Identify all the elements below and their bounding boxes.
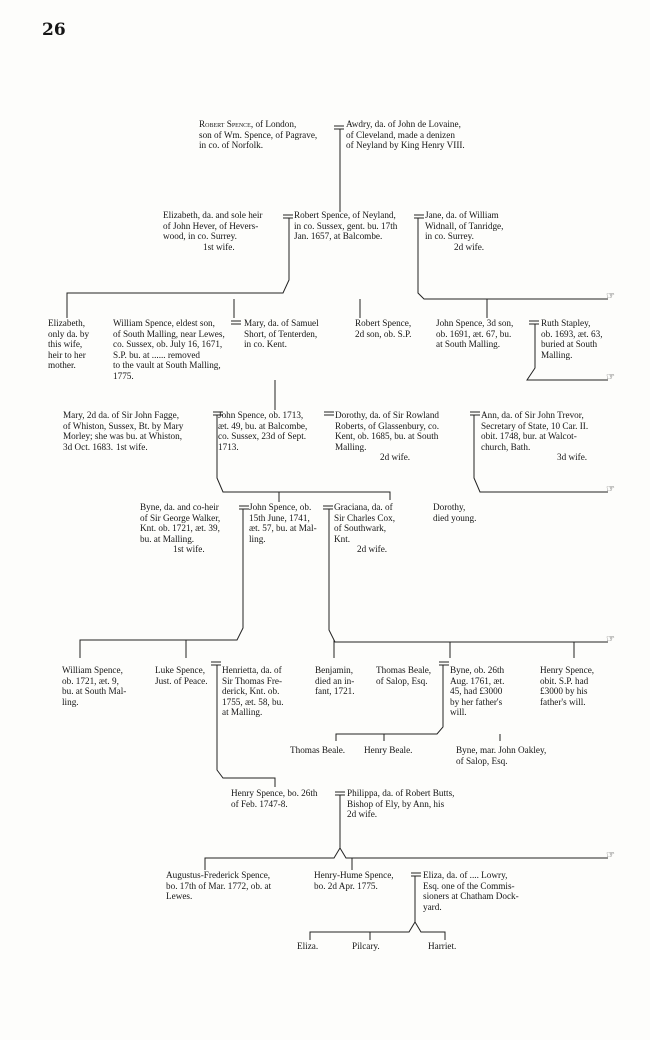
entry-ann-trevor: Ann, da. of Sir John Trevor, Secretary of State, 10 Car. II. obit. 1748, bur. at Walcot- church, Bath.: [481, 410, 589, 452]
entry-mary-fagge: Mary, 2d da. of Sir John Fagge, of Whiston, Sussex, Bt. by Mary Morley; she was bu. at Whiston, 3d Oct. 1683.: [63, 410, 184, 452]
entry-thomas-beale-son: Thomas Beale.: [290, 745, 346, 755]
entry-robert-spence-2d-son: Robert Spence, 2d son, ob. S.P.: [355, 318, 412, 339]
entry-john-spence-3d-son: John Spence, 3d son, ob. 1691, æt. 67, bu. at South Malling.: [436, 318, 514, 350]
entry-byne-oakley: Byne, mar. John Oakley, of Salop, Esq.: [456, 745, 547, 766]
entry-augustus-frederick-spence: Augustus-Frederick Spence, bo. 17th of Mar. 1772, ob. at Lewes.: [166, 870, 272, 902]
entry-harriet: Harriet.: [428, 941, 457, 951]
note-2d-wife: 2d wife.: [380, 452, 411, 462]
entry-william-spence-1721: William Spence, ob. 1721, æt. 9, bu. at South Mal- ling.: [62, 665, 127, 707]
entry-robert-spence-name-rest: , of London,: [250, 119, 297, 129]
note-1st-wife: 1st wife.: [173, 544, 205, 554]
entry-byne-1761: Byne, ob. 26th Aug. 1761, æt. 45, had £3000 by her father's will.: [450, 665, 505, 718]
entry-henrietta-frederick: Henrietta, da. of Sir Thomas Fre- derick, Knt. ob. 1755, æt. 58, bu. at Malling.: [222, 665, 284, 718]
continuation-mark-icon: ☞: [606, 372, 615, 383]
entry-byne-walker: Byne, da. and co-heir of Sir George Walker, Knt. ob. 1721, æt. 39, bu. at Malling.: [140, 502, 221, 544]
note-2d-wife: 2d wife.: [454, 242, 485, 252]
entry-jane-widnall: Jane, da. of William Widnall, of Tanridge, in co. Surrey.: [425, 210, 504, 242]
entry-john-spence-1713: John Spence, ob. 1713, æt. 49, bu. at Balcombe, co. Sussex, 23d of Sept. 1713.: [218, 410, 308, 452]
entry-william-spence-eldest: William Spence, eldest son, of South Malling, near Lewes, co. Sussex, ob. July 16, 1671, S.P. bu. at ...... removed to the vault at South Malling, 1775.: [113, 318, 225, 381]
entry-henry-hume-spence: Henry-Hume Spence, bo. 2d Apr. 1775.: [314, 870, 394, 891]
entry-luke-spence: Luke Spence, Just. of Peace.: [155, 665, 208, 686]
entry-robert-spence-name: Robert Spence: [199, 119, 251, 129]
page-number: 26: [42, 20, 66, 40]
entry-robert-spence-line2: son of Wm. Spence, of Pagrave,: [199, 129, 318, 140]
entry-robert-spence-line3: in co. of Norfolk.: [199, 140, 264, 151]
continuation-mark-icon: ☞: [606, 850, 615, 861]
entry-mary-short: Mary, da. of Samuel Short, of Tenterden, in co. Kent.: [244, 318, 319, 350]
entry-elizabeth-daughter: Elizabeth, only da. by this wife, heir to her mother.: [48, 318, 90, 371]
entry-henry-spence-obit: Henry Spence, obit. S.P. had £3000 by his father's will.: [540, 665, 595, 707]
entry-henry-spence-1747: Henry Spence, bo. 26th of Feb. 1747-8.: [231, 788, 318, 809]
continuation-mark-icon: ☞: [606, 634, 615, 645]
entry-pilcary: Pilcary.: [352, 941, 380, 951]
entry-awdry: Awdry, da. of John de Lovaine, of Cleveland, made a denizen of Neyland by King Henry VIII.: [346, 119, 465, 151]
entry-benjamin: Benjamin, died an in- fant, 1721.: [315, 665, 355, 697]
entry-dorothy-died-young: Dorothy, died young.: [433, 502, 477, 523]
entry-ruth-stapley: Ruth Stapley, ob. 1693, æt. 63, buried at South Malling.: [541, 318, 603, 360]
entry-graciana-cox: Graciana, da. of Sir Charles Cox, of Southwark, Knt.: [334, 502, 395, 544]
entry-eliza-lowry: Eliza, da. of .... Lowry, Esq. one of the Commis- sioners at Chatham Dock- yard.: [423, 870, 519, 912]
entry-john-spence-1741: John Spence, ob. 15th June, 1741, æt. 57, bu. at Mal- ling.: [249, 502, 317, 544]
entry-henry-beale: Henry Beale.: [364, 745, 413, 755]
note-1st-wife: 1st wife.: [203, 242, 235, 252]
continuation-mark-icon: ☞: [606, 291, 615, 302]
entry-eliza: Eliza.: [297, 941, 319, 951]
entry-philippa-butts: Philippa, da. of Robert Butts, Bishop of Ely, by Ann, his 2d wife.: [347, 788, 455, 820]
entry-thomas-beale-salop: Thomas Beale, of Salop, Esq.: [376, 665, 432, 686]
entry-robert-spence-neyland: Robert Spence, of Neyland, in co. Sussex, gent. bu. 17th Jan. 1657, at Balcombe.: [294, 210, 398, 242]
continuation-mark-icon: ☞: [606, 484, 615, 495]
entry-elizabeth-hever: Elizabeth, da. and sole heir of John Hever, of Hevers- wood, in co. Surrey.: [163, 210, 263, 242]
note-1st-wife: 1st wife.: [116, 442, 148, 452]
note-3d-wife: 3d wife.: [557, 452, 588, 462]
entry-robert-spence-london: [199, 119, 317, 151]
note-2d-wife: 2d wife.: [357, 544, 388, 554]
entry-dorothy-roberts: Dorothy, da. of Sir Rowland Roberts, of Glassenbury, co. Kent, ob. 1685, bu. at South Malling.: [335, 410, 440, 452]
